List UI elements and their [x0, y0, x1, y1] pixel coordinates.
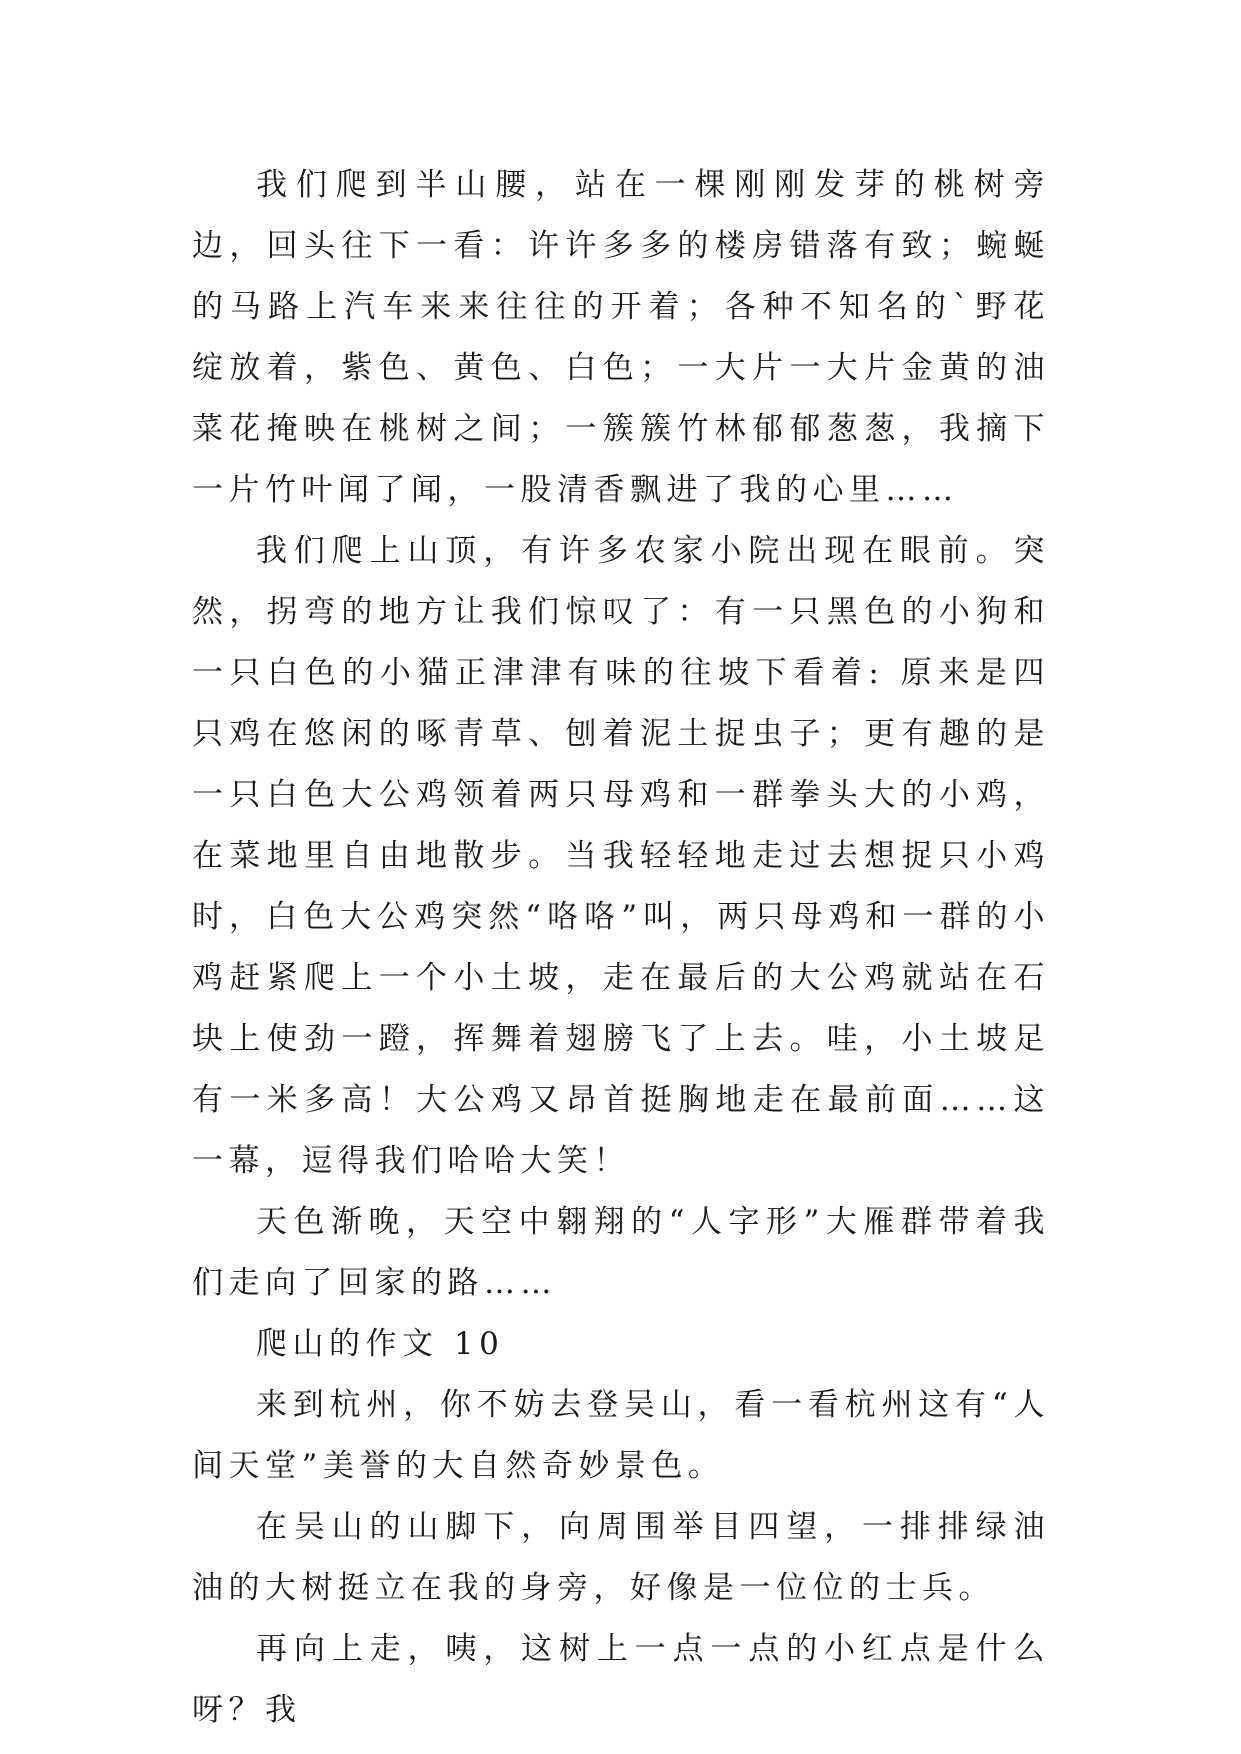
document-body	[192, 155, 1050, 1741]
paragraph-dusk: 天色渐晚，天空中翱翔的“人字形”大雁群带着我们走向了回家的路……	[192, 1204, 1050, 1301]
paragraph-halfway-view: 我们爬到半山腰，站在一棵刚刚发芽的桃树旁边，回头往下一看：许许多多的楼房错落有致；蜿蜒的马路上汽车来来往往的开着；各种不知名的`野花绽放着，紫色、黄色、白色；一大片一大片金黄的油菜花掩映在桃树之间；一簇簇竹林郁郁葱葱，我摘下一片竹叶闻了闻，一股清香飘进了我的心里……	[192, 167, 1050, 508]
paragraph-hangzhou-intro: 来到杭州，你不妨去登吴山，看一看杭州这有“人间天堂”美誉的大自然奇妙景色。	[192, 1387, 1050, 1484]
essay-heading: 爬山的作文 10	[256, 1326, 505, 1362]
paragraph-going-up: 再向上走，咦，这树上一点一点的小红点是什么呀？我	[192, 1631, 1050, 1728]
paragraph-mountain-foot: 在吴山的山脚下，向周围举目四望，一排排绿油油的大树挺立在我的身旁，好像是一位位的士兵。	[192, 1509, 1050, 1606]
paragraph-mountain-top: 我们爬上山顶，有许多农家小院出现在眼前。突然，拐弯的地方让我们惊叹了：有一只黑色的小狗和一只白色的小猫正津津有味的往坡下看着: 原来是四只鸡在悠闲的啄青草、刨着泥土捉虫子；更有趣的是一只白色大公鸡领着两只母鸡和一群拳头大的小鸡，在菜地里自由地散步。当我轻轻地走过去想捉只小鸡时，白色大公鸡突然“咯咯”叫，两只母鸡和一群的小鸡赶紧爬上一个小土坡，走在最后的大公鸡就站在石块上使劲一蹬，挥舞着翅膀飞了上去。哇，小土坡足有一米多高！大公鸡又昂首挺胸地走在最前面……这一幕，逗得我们哈哈大笑！	[192, 533, 1050, 1179]
